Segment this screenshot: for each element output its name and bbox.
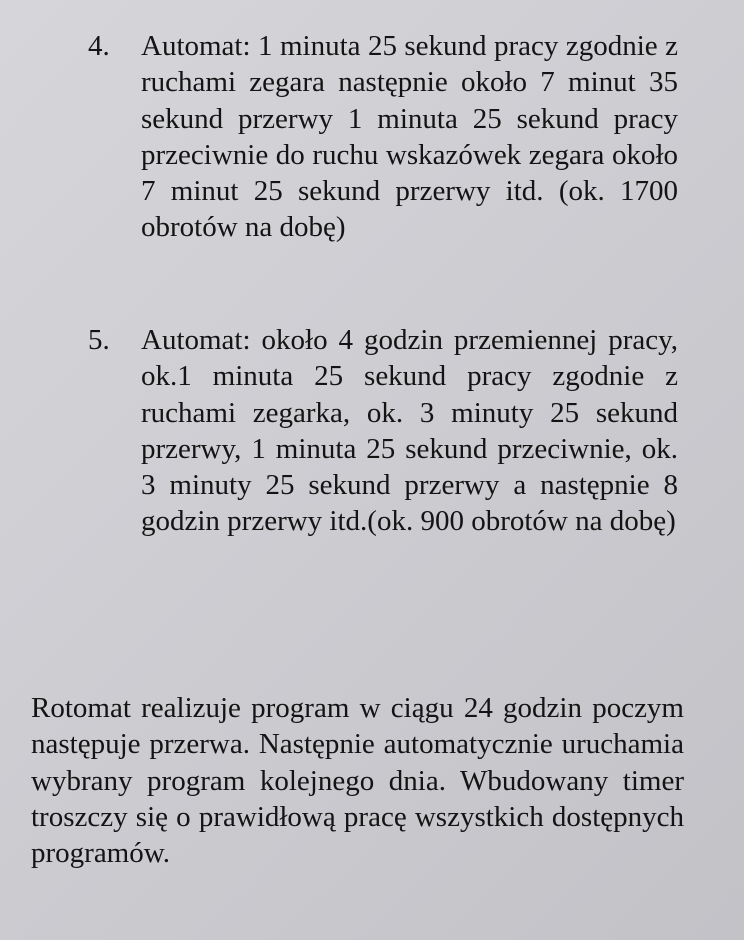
item-number: 4.: [88, 30, 110, 62]
item-text: Automat: około 4 godzin przemiennej pracy, ok.1 minuta 25 sekund pracy zgodnie z ruchami zegarka, ok. 3 minuty 25 sekund przerwy, 1 minuta 25 sekund przeciwnie, ok. 3 minuty 25 sekund przerwy a następnie 8 godzin przerwy itd.(ok. 900 obrotów na dobę): [141, 324, 678, 538]
item-number: 5.: [88, 324, 110, 356]
closing-paragraph: Rotomat realizuje program w ciągu 24 godzin poczym następuje przerwa. Następnie automatycznie uruchamia wybrany program kolejnego dnia. Wbudowany timer troszczy się o prawidłową pracę wszystkich dostępnych programów.: [31, 692, 684, 870]
item-text: Automat: 1 minuta 25 sekund pracy zgodnie z ruchami zegara następnie około 7 minut 35 sekund przerwy 1 minuta 25 sekund pracy przeciwnie do ruchu wskazówek zegara około 7 minut 25 sekund przerwy itd. (ok. 1700 obrotów na dobę): [141, 30, 678, 244]
